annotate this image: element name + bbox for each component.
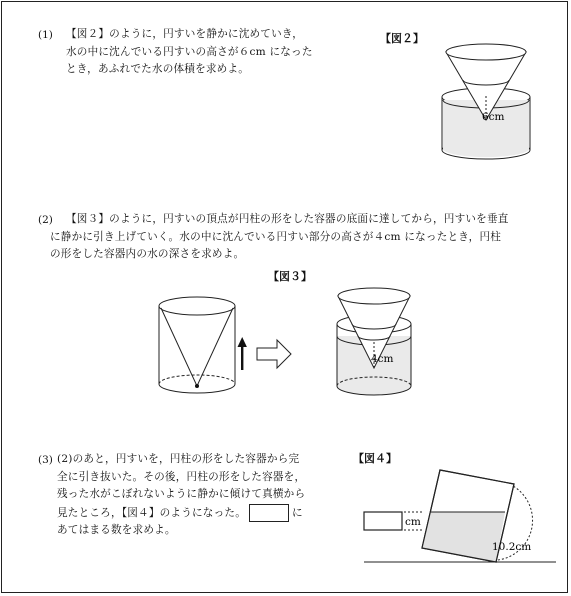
q1-number: (1) (38, 29, 53, 41)
q1-line-2: 水の中に沈んでいる円すいの高さが６cm になった (66, 45, 313, 58)
answer-blank-box (249, 504, 289, 522)
q1-text (66, 26, 313, 79)
q3-line-1: (2)のあと，円すいを，円柱の形をした容器から完 (57, 453, 300, 465)
q2-number: (2) (38, 214, 53, 226)
q3-line-3: 残った水がこぼれないように静かに傾けて真横から (57, 488, 306, 500)
q1-line-1: 【図２】のように，円すいを静かに沈めていき， (66, 28, 304, 40)
q2-line-1: 【図３】のように，円すいの頂点が円柱の形をした容器の底面に達してから，円すいを垂直 (66, 213, 509, 225)
figure-3-title: 【図３】 (268, 270, 312, 283)
figure-4-diagram (360, 466, 560, 576)
q2-text (50, 211, 509, 264)
q3-text (57, 451, 305, 540)
figure-4-cm-label: cm (405, 516, 421, 528)
q2-line-3: の形をした容器内の水の深さを求めよ。 (50, 248, 245, 260)
q3-line-2: 全に引き抜いた。その後，円柱の形をした容器を， (57, 470, 306, 483)
q3-line-5: あてはまる数を求めよ。 (57, 524, 176, 536)
figure-4-title: 【図４】 (353, 452, 397, 465)
figure-2-diagram (430, 40, 540, 180)
q3-line-4-text: 見たところ，【図４】のようになった。 (57, 506, 246, 519)
q3-line-4-tail: に (292, 506, 303, 519)
q2-line-2: に静かに引き上げていく。水の中に沈んでいる円すい部分の高さが４cm になったとき，円柱 (50, 230, 502, 243)
figure-3-height-label: 4cm (371, 353, 394, 365)
figure-3-diagram (155, 284, 415, 414)
q3-number: (3) (38, 454, 53, 466)
figure-2-height-label: 6cm (482, 111, 505, 123)
q1-line-3: とき，あふれでた水の体積を求めよ。 (66, 63, 250, 75)
figure-4-diameter-label: 10.2cm (492, 541, 532, 553)
q3-line-4 (57, 504, 305, 523)
figure-2-title: 【図２】 (380, 32, 424, 45)
